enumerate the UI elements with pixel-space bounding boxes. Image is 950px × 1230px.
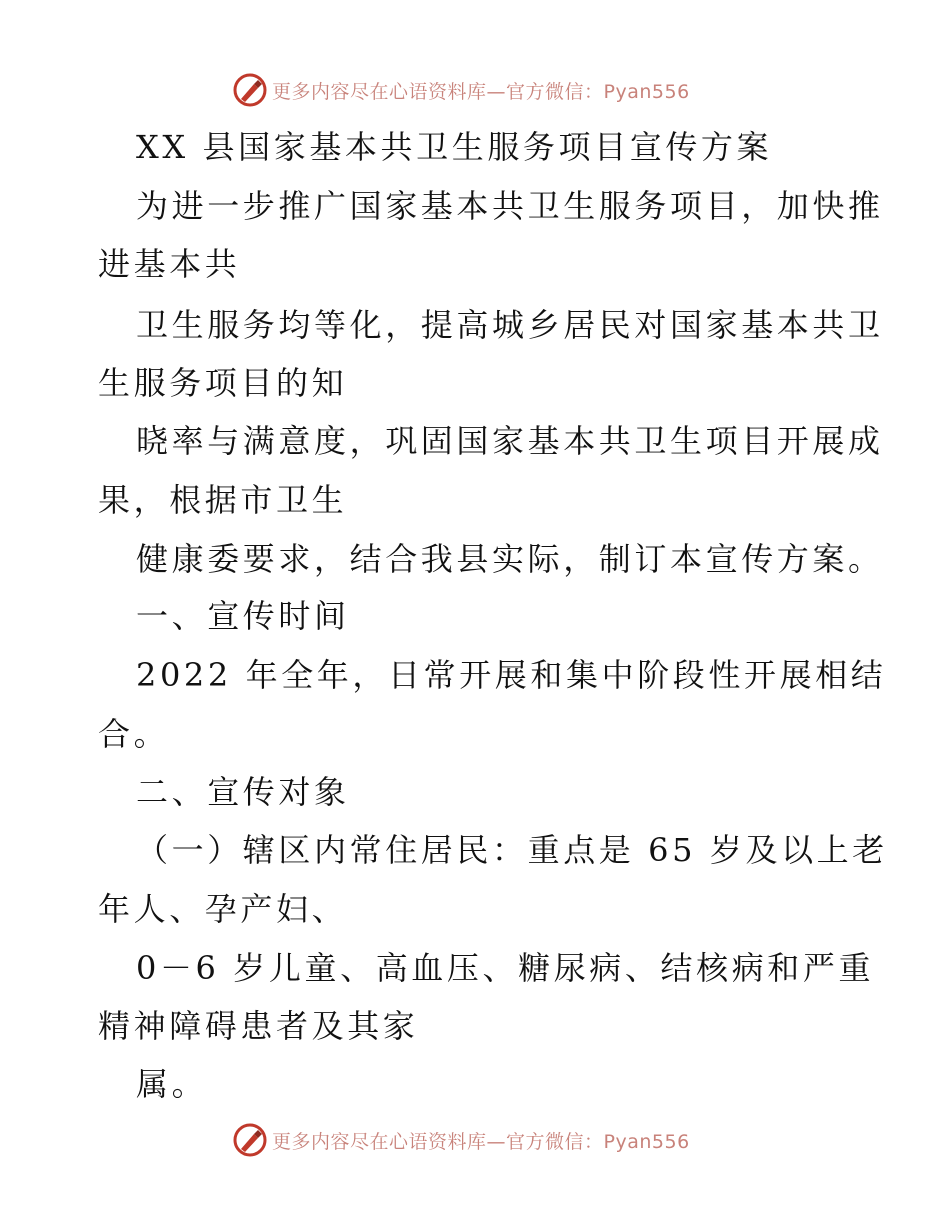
paragraph-line: 属。 [136,1065,208,1103]
section-heading: 二、宣传对象 [136,773,350,811]
paragraph-line: 进基本共 [98,245,241,283]
pen-logo-icon [232,1122,268,1158]
paragraph-line: 果，根据市卫生 [98,481,348,519]
section-heading: 一、宣传时间 [136,597,350,635]
paragraph-line: 0－6 岁儿童、高血压、糖尿病、结核病和严重 [136,949,875,987]
paragraph-line: 生服务项目的知 [98,364,348,402]
paragraph-line: 2022 年全年，日常开展和集中阶段性开展相结 [136,656,887,694]
paragraph-line: 合。 [98,715,170,753]
watermark-text: 更多内容尽在心语资料库—官方微信：Pyan556 [272,80,690,103]
watermark-text: 更多内容尽在心语资料库—官方微信：Pyan556 [272,1130,690,1153]
watermark-banner-bottom [232,1121,690,1159]
paragraph-line: 健康委要求，结合我县实际，制订本宣传方案。 [136,540,884,578]
paragraph-line: 晓率与满意度，巩固国家基本共卫生项目开展成 [136,422,884,460]
document-title: XX 县国家基本共卫生服务项目宣传方案 [136,128,773,166]
paragraph-line: 年人、孕产妇、 [98,890,348,928]
paragraph-line: （一）辖区内常住居民：重点是 65 岁及以上老 [136,831,888,869]
paragraph-line: 卫生服务均等化，提高城乡居民对国家基本共卫 [136,306,884,344]
paragraph-line: 为进一步推广国家基本共卫生服务项目，加快推 [136,187,884,225]
paragraph-line: 精神障碍患者及其家 [98,1007,419,1045]
